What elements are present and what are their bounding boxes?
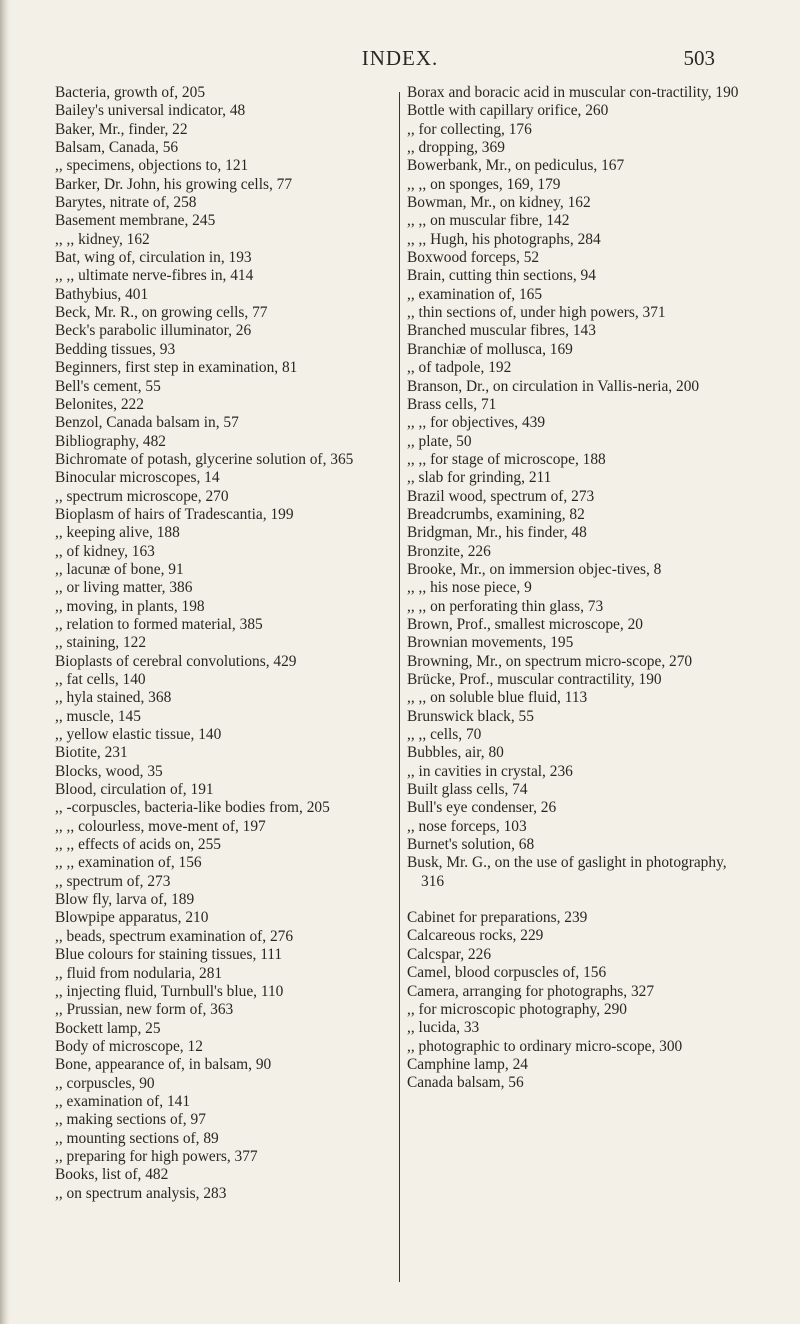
index-entry: Bibliography, 482 <box>55 432 167 450</box>
index-entry: ,, ,, cells, 70 <box>407 726 482 744</box>
index-entry: Beck's parabolic illuminator, 26 <box>55 322 252 340</box>
index-entry: ,, hyla stained, 368 <box>55 689 172 707</box>
index-entry: ,, ,, examination of, 156 <box>55 854 202 872</box>
index-entry: ,, muscle, 145 <box>55 707 141 725</box>
index-entry: ,, ,, his nose piece, 9 <box>407 579 532 597</box>
index-entry: Basement membrane, 245 <box>55 212 216 230</box>
index-entry: ,, fluid from nodularia, 281 <box>55 964 223 982</box>
page-title: INDEX. <box>361 46 439 70</box>
index-entry: ,, dropping, 369 <box>407 139 505 157</box>
index-entry: Camel, blood corpuscles of, 156 <box>407 964 607 982</box>
index-entry: ,, ,, on soluble blue fluid, 113 <box>407 689 588 707</box>
index-entry: ,, examination of, 165 <box>407 285 543 303</box>
index-entry: ,, ,, on perforating thin glass, 73 <box>407 597 604 615</box>
index-entry: Brownian movements, 195 <box>407 634 574 652</box>
index-entry: ,, ,, ultimate nerve-fibres in, 414 <box>55 267 254 285</box>
index-entry: ,, ,, on muscular fibre, 142 <box>407 212 570 230</box>
index-entry: ,, Prussian, new form of, 363 <box>55 1001 234 1019</box>
index-entry: Canada balsam, 56 <box>407 1074 524 1092</box>
index-entry: ,, -corpuscles, bacteria-like bodies from, 205 <box>55 799 330 817</box>
index-entry: Built glass cells, 74 <box>407 781 528 799</box>
index-entry: Body of microscope, 12 <box>55 1037 203 1055</box>
index-entry: ,, thin sections of, under high powers, 371 <box>407 304 666 322</box>
page-edge-shadow <box>0 0 10 1324</box>
index-entry: ,, for collecting, 176 <box>407 120 532 138</box>
index-entry: Branson, Dr., on circulation in Vallis-neria, 200 <box>407 377 700 395</box>
index-entry: Bioplasts of cerebral convolutions, 429 <box>55 652 297 670</box>
index-entry: Bedding tissues, 93 <box>55 340 176 358</box>
index-entry: Burnet's solution, 68 <box>407 836 535 854</box>
index-entry: ,, of tadpole, 192 <box>407 359 512 377</box>
index-entry: Bridgman, Mr., his finder, 48 <box>407 524 587 542</box>
index-entry: Barker, Dr. John, his growing cells, 77 <box>55 175 293 193</box>
index-entry: Bone, appearance of, in balsam, 90 <box>55 1056 272 1074</box>
index-entry: ,, ,, for objectives, 439 <box>407 414 546 432</box>
index-entry: Bronzite, 226 <box>407 542 491 560</box>
index-entry: Brown, Prof., smallest microscope, 20 <box>407 615 643 633</box>
index-entry: Bottle with capillary orifice, 260 <box>407 102 609 120</box>
index-entry: Bichromate of potash, glycerine solution of, 365 <box>55 450 354 468</box>
index-entry: Belonites, 222 <box>55 395 144 413</box>
index-entry: ,, plate, 50 <box>407 432 472 450</box>
index-entry: Bull's eye condenser, 26 <box>407 799 557 817</box>
index-entry: ,, mounting sections of, 89 <box>55 1129 219 1147</box>
index-entry: ,, slab for grinding, 211 <box>407 469 552 487</box>
index-entry: Binocular microscopes, 14 <box>55 469 220 487</box>
index-entry: Barytes, nitrate of, 258 <box>55 194 197 212</box>
index-entry: Brunswick black, 55 <box>407 707 534 725</box>
index-entry: Calcspar, 226 <box>407 945 492 963</box>
index-column-left <box>55 84 391 1203</box>
index-entry: Bockett lamp, 25 <box>55 1019 161 1037</box>
index-entry: ,, specimens, objections to, 121 <box>55 157 249 175</box>
column-divider <box>399 92 400 1282</box>
index-entry: ,, for microscopic photography, 290 <box>407 1000 627 1018</box>
index-entry: ,, fat cells, 140 <box>55 671 146 688</box>
index-entry: Boxwood forceps, 52 <box>407 249 540 267</box>
index-entry: ,, staining, 122 <box>55 634 147 652</box>
index-entry: Calcareous rocks, 229 <box>407 927 544 945</box>
index-entry: ,, corpuscles, 90 <box>55 1074 155 1092</box>
index-entry: Bat, wing of, circulation in, 193 <box>55 249 252 267</box>
index-entry: Beginners, first step in examination, 81 <box>55 359 298 377</box>
index-entry: ,, relation to formed material, 385 <box>55 615 263 633</box>
index-entry: Blue colours for staining tissues, 111 <box>55 946 283 964</box>
index-entry: ,, lacunæ of bone, 91 <box>55 560 184 578</box>
index-entry: ,, injecting fluid, Turnbull's blue, 110 <box>55 982 284 1000</box>
index-entry: Books, list of, 482 <box>55 1166 169 1184</box>
index-entry: Brooke, Mr., on immersion objec-tives, 8 <box>407 560 662 578</box>
index-entry: Balsam, Canada, 56 <box>55 139 179 157</box>
index-entry: ,, or living matter, 386 <box>55 579 193 597</box>
index-entry: Bowerbank, Mr., on pediculus, 167 <box>407 157 625 175</box>
index-entry: ,, moving, in plants, 198 <box>55 597 205 615</box>
index-entry: ,, photographic to ordinary micro-scope, 300 <box>407 1037 683 1055</box>
index-entry: ,, spectrum of, 273 <box>55 872 171 890</box>
index-entry: ,, lucida, 33 <box>407 1019 480 1037</box>
index-entry: Bacteria, growth of, 205 <box>55 84 206 101</box>
index-entry: ,, ,, effects of acids on, 255 <box>55 836 221 854</box>
index-entry: Bailey's universal indicator, 48 <box>55 102 246 120</box>
index-entry: Blow fly, larva of, 189 <box>55 891 195 909</box>
index-entry: Blowpipe apparatus, 210 <box>55 909 209 927</box>
index-entry: ,, yellow elastic tissue, 140 <box>55 726 222 744</box>
index-entry: ,, of kidney, 163 <box>55 542 155 560</box>
index-entry: Brain, cutting thin sections, 94 <box>407 267 596 285</box>
index-entry: Bowman, Mr., on kidney, 162 <box>407 194 591 212</box>
index-entry: Camera, arranging for photographs, 327 <box>407 982 655 1000</box>
index-entry: ,, ,, kidney, 162 <box>55 230 150 248</box>
index-entry: ,, making sections of, 97 <box>55 1111 206 1129</box>
index-entry: ,, in cavities in crystal, 236 <box>407 762 573 780</box>
index-entry: ,, spectrum microscope, 270 <box>55 487 229 505</box>
index-entry: Branchiæ of mollusca, 169 <box>407 340 573 358</box>
index-entry: Brazil wood, spectrum of, 273 <box>407 487 595 505</box>
index-column-right <box>407 84 745 1093</box>
index-entry: ,, examination of, 141 <box>55 1092 191 1110</box>
index-entry: ,, preparing for high powers, 377 <box>55 1147 258 1165</box>
index-entry: ,, ,, Hugh, his photographs, 284 <box>407 230 601 248</box>
index-entry: Busk, Mr. G., on the use of gaslight in photography, 316 <box>407 854 727 890</box>
index-entry: Cabinet for preparations, 239 <box>407 909 588 927</box>
index-entry: Borax and boracic acid in muscular con-tractility, 190 <box>407 84 739 101</box>
index-entry: Bell's cement, 55 <box>55 377 161 395</box>
index-entry: Beck, Mr. R., on growing cells, 77 <box>55 304 268 322</box>
index-entry: Brass cells, 71 <box>407 395 497 413</box>
index-entry: ,, ,, on sponges, 169, 179 <box>407 175 561 193</box>
index-entry: Baker, Mr., finder, 22 <box>55 120 188 138</box>
index-entry: Bubbles, air, 80 <box>407 744 504 762</box>
index-entry: Benzol, Canada balsam in, 57 <box>55 414 239 432</box>
page-number: 503 <box>683 46 715 70</box>
index-entry: ,, nose forceps, 103 <box>407 817 527 835</box>
index-entry: Brücke, Prof., muscular contractility, 190 <box>407 671 662 688</box>
index-entry: Browning, Mr., on spectrum micro-scope, 270 <box>407 652 693 670</box>
index-entry: Biotite, 231 <box>55 744 128 762</box>
index-entry: ,, ,, colourless, move-ment of, 197 <box>55 817 266 835</box>
index-entry: ,, beads, spectrum examination of, 276 <box>55 927 294 945</box>
index-entry: ,, ,, for stage of microscope, 188 <box>407 450 606 468</box>
index-entry: Breadcrumbs, examining, 82 <box>407 505 585 523</box>
index-entry: Branched muscular fibres, 143 <box>407 322 596 340</box>
page-header <box>0 46 800 76</box>
index-entry: Blocks, wood, 35 <box>55 762 163 780</box>
index-entry: ,, on spectrum analysis, 283 <box>55 1184 227 1202</box>
index-entry: Bathybius, 401 <box>55 285 149 303</box>
index-entry: Blood, circulation of, 191 <box>55 781 214 799</box>
index-entry: Bioplasm of hairs of Tradescantia, 199 <box>55 505 294 523</box>
index-entry: Camphine lamp, 24 <box>407 1055 528 1073</box>
index-entry: ,, keeping alive, 188 <box>55 524 180 542</box>
